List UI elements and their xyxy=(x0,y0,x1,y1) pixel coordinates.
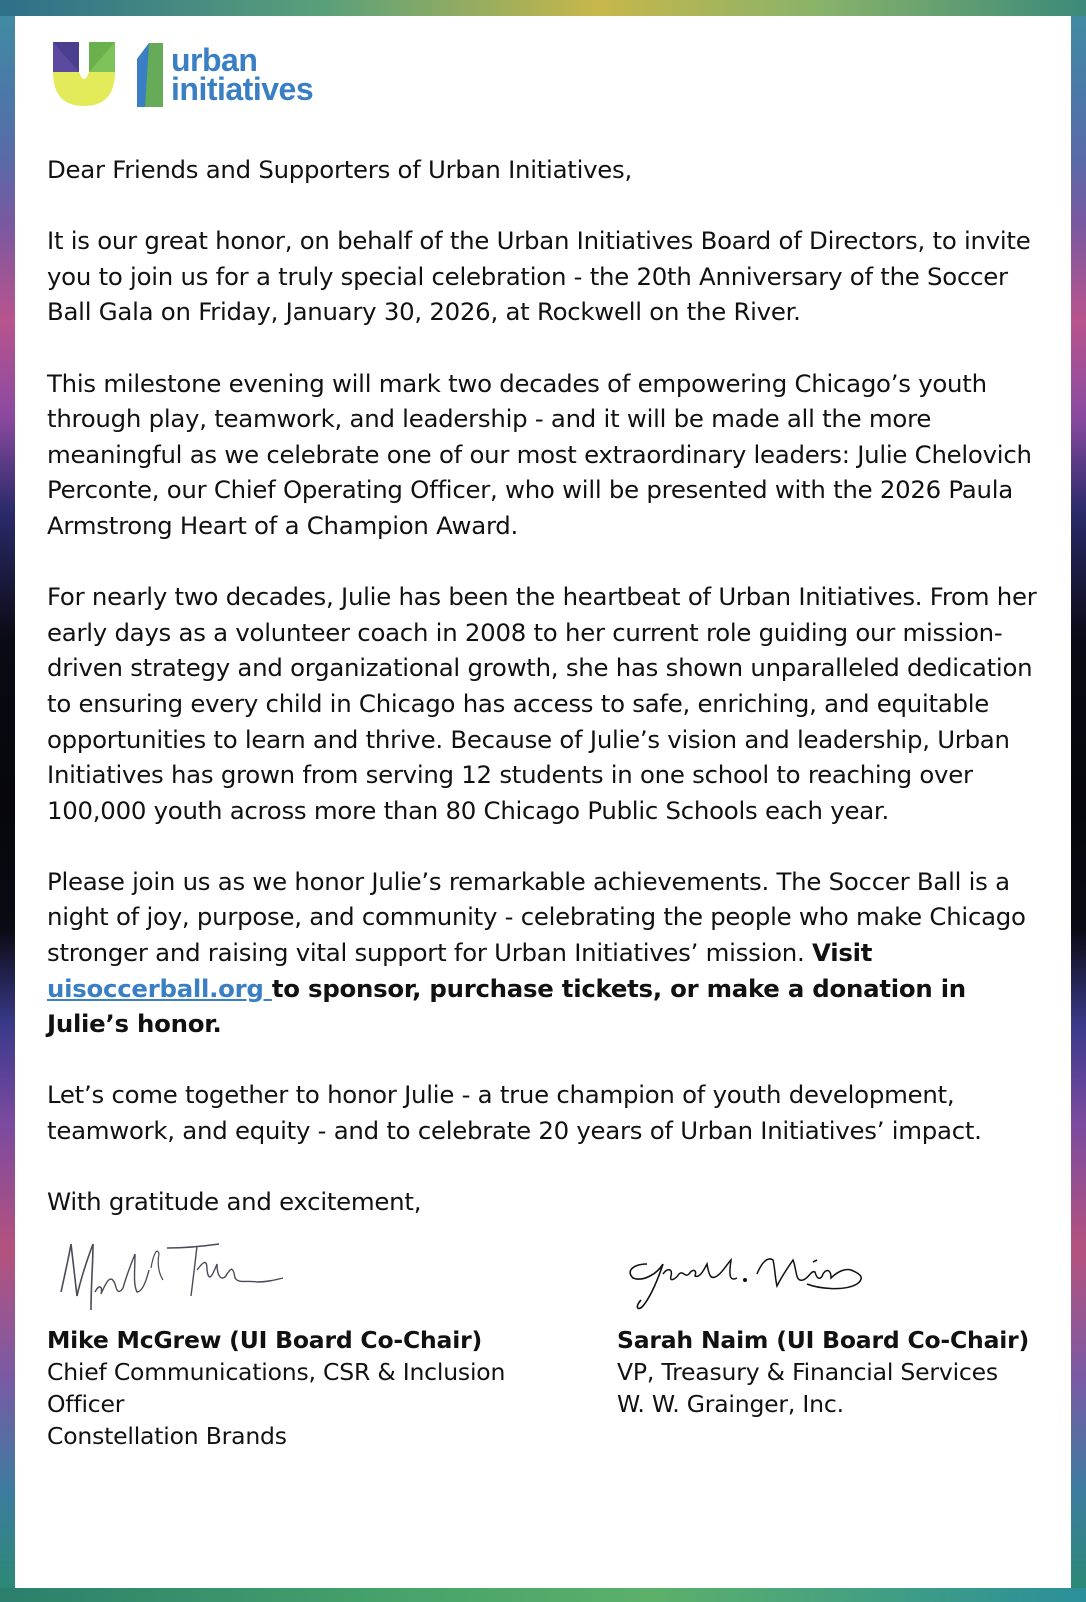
letter-paragraph-invitation: It is our great honor, on behalf of the Urban Initiatives Board of Directors, to invite you to join us for a truly special celebration - the 20th Anniversary of the Soccer Ball Gala on Friday, January 30, 2026, at Rockwell on the River. xyxy=(47,226,1031,327)
letter-paragraph-julie: For nearly two decades, Julie has been the heartbeat of Urban Initiatives. From her early days as a volunteer coach in 2008 to her current role guiding our mission-driven strategy and organizational growth, she has shown unparalleled dedication to ensuring every child in Chicago has access to safe, enriching, and equitable opportunities to learn and thrive. Because of Julie’s vision and leadership, Urban Initiatives has grown from serving 12 students in one school to reaching over 100,000 youth across more than 80 Chicago Public Schools each year. xyxy=(47,582,1037,825)
join-text: Please join us as we honor Julie’s remarkable achievements. The Soccer Ball is a night of joy, purpose, and community - celebrating the people who make Chicago stronger and raising vital support for Urban Initiatives’ mission. xyxy=(47,866,1026,968)
signatory-company: Constellation Brands xyxy=(47,1421,287,1450)
letter-page xyxy=(15,16,1071,1588)
signature-mike-mcgrew xyxy=(47,1234,547,1324)
letter-paragraph-join xyxy=(47,864,1039,1042)
letter-closing: With gratitude and excitement, xyxy=(47,1187,422,1217)
letter-greeting: Dear Friends and Supporters of Urban Initiatives, xyxy=(47,155,633,184)
logo-wordmark-line2: initiatives xyxy=(171,71,314,107)
letter-body xyxy=(47,152,1039,1220)
signatory-left xyxy=(47,1234,547,1452)
decorative-bottom-border xyxy=(0,1588,1086,1602)
letter-paragraph-milestone: This milestone evening will mark two decades of empowering Chicago’s youth through play, teamwork, and leadership - and it will be made all the more meaningful as we celebrate one of our most extraordinary leaders: Julie Chelovich Perconte, our Chief Operating Officer, who will be presented with the 2026 Paula Armstrong Heart of a Champion Award. xyxy=(47,368,1032,540)
signatory-title: VP, Treasury & Financial Services xyxy=(617,1357,998,1386)
signature-sarah-naim xyxy=(617,1234,1057,1324)
signatory-name: Mike McGrew (UI Board Co-Chair) xyxy=(47,1325,482,1354)
ui-logo-mark-icon xyxy=(53,42,125,108)
visit-text: Visit xyxy=(812,938,873,968)
sponsor-cta-text: to sponsor, purchase tickets, or make a donation in Julie’s honor. xyxy=(47,973,966,1039)
letter-paragraph-together: Let’s come together to honor Julie - a true champion of youth development, teamwork, and equity - and to celebrate 20 years of Urban Initiatives’ impact. xyxy=(47,1080,982,1146)
logo-wordmark xyxy=(171,42,314,107)
logo-wordmark-line1: urban xyxy=(171,42,258,78)
signatory-company: W. W. Grainger, Inc. xyxy=(617,1389,844,1418)
uisoccerball-link[interactable]: uisoccerball.org xyxy=(47,973,272,1003)
decorative-top-border xyxy=(0,0,1086,16)
urban-initiatives-logo xyxy=(53,40,1039,110)
ui-logo-i-mark-icon xyxy=(137,43,163,107)
signatory-name: Sarah Naim (UI Board Co-Chair) xyxy=(617,1325,1030,1354)
signatory-right xyxy=(617,1234,1057,1420)
signatory-title: Chief Communications, CSR & Inclusion Officer xyxy=(47,1357,506,1418)
